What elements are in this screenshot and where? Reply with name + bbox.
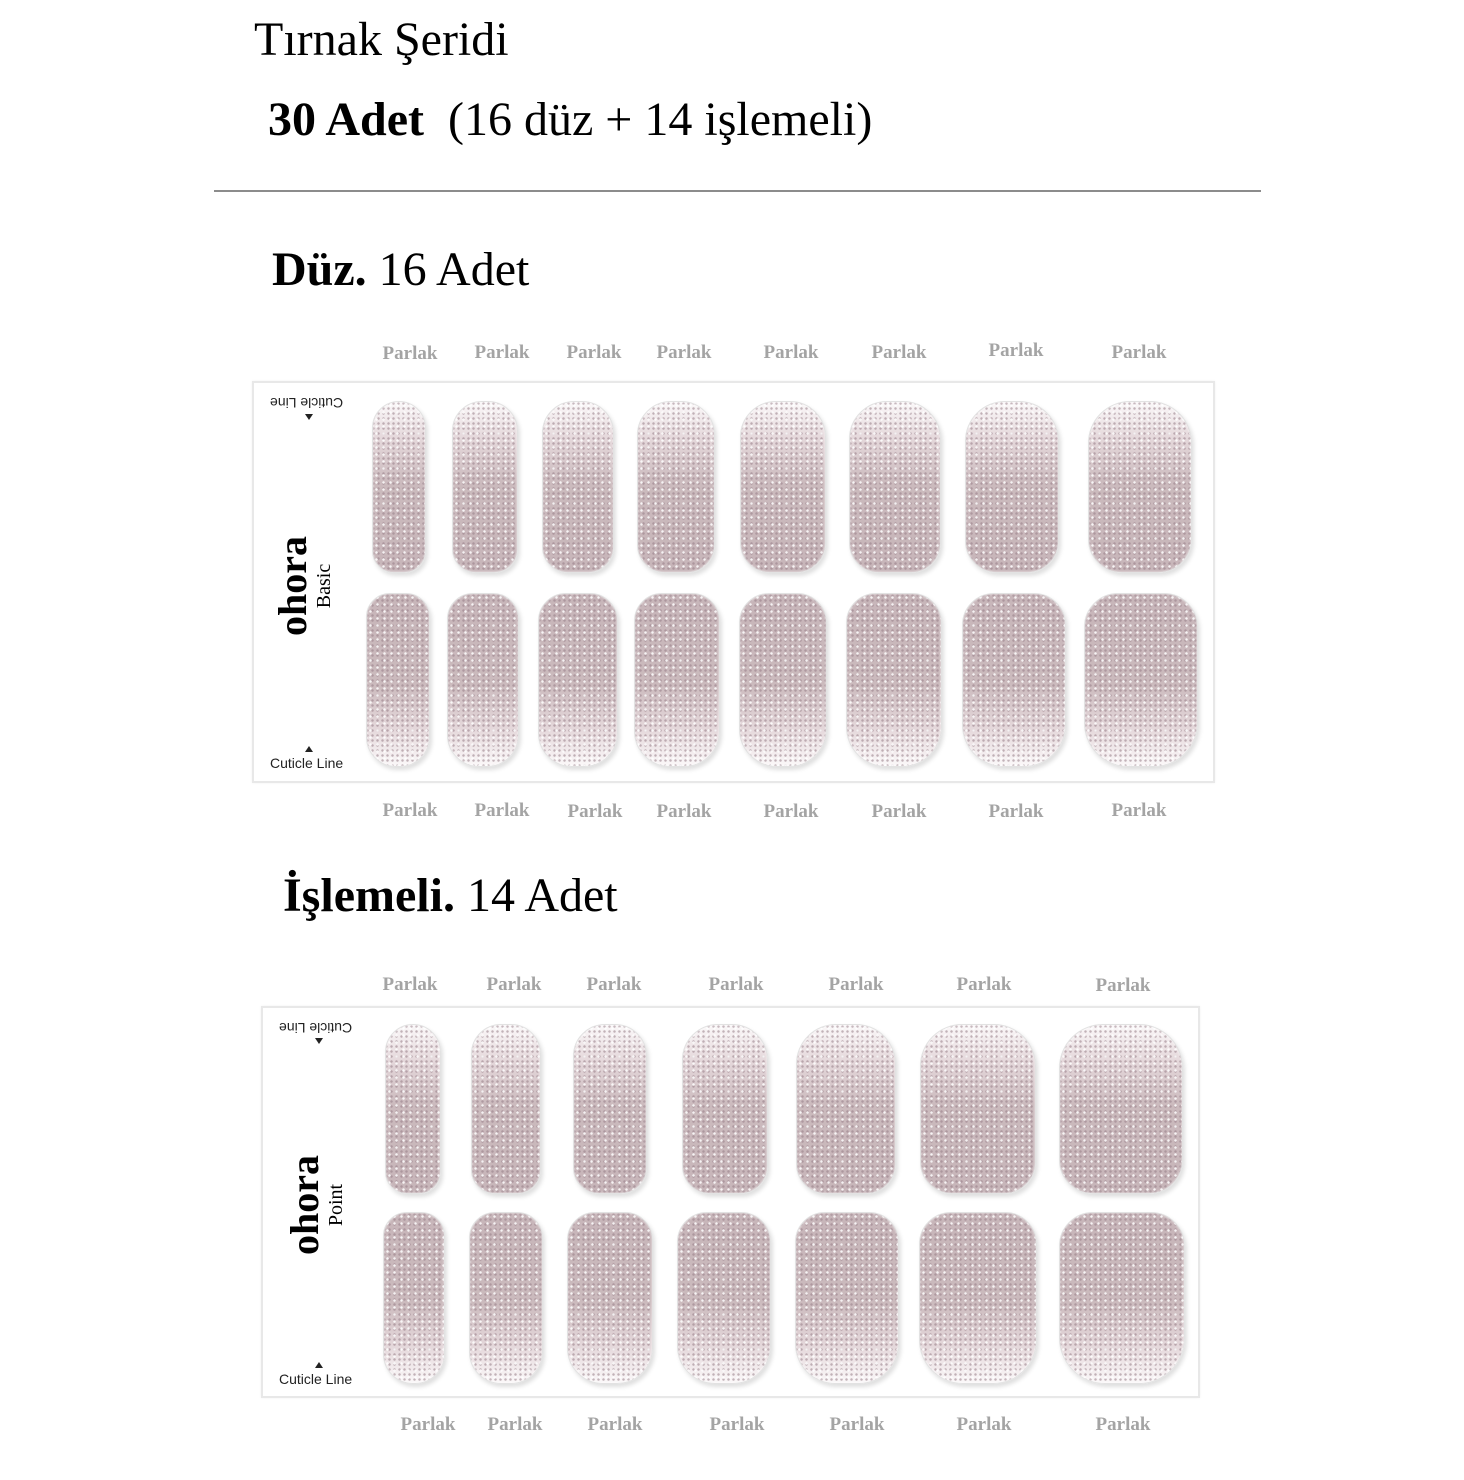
nail-tip [965,401,1059,573]
nail-tip [740,401,826,573]
finish-label: Parlak [400,1414,456,1435]
finish-label: Parlak [763,342,819,363]
finish-label: Parlak [956,1414,1012,1435]
finish-label: Parlak [474,800,530,821]
nail-tip [471,1024,541,1194]
finish-label: Parlak [474,342,530,363]
finish-label: Parlak [763,801,819,822]
finish-label: Parlak [567,801,623,822]
cuticle-line-label: Cuticle Line [270,395,344,411]
nail-tip [962,593,1066,767]
cuticle-line-label: Cuticle Line [270,755,344,771]
nail-tip [677,1212,771,1384]
nail-tip [637,401,715,573]
nail-tip [795,1212,899,1384]
finish-label: Parlak [586,974,642,995]
nail-tip [1088,401,1192,573]
finish-label: Parlak [1095,1414,1151,1435]
finish-label: Parlak [656,342,712,363]
brand-name: ohora [282,1155,327,1255]
cuticle-arrow-icon [305,746,313,752]
design-heading-label: İşlemeli. [283,869,455,922]
finish-label: Parlak [382,800,438,821]
finish-label: Parlak [956,974,1012,995]
finish-label: Parlak [382,974,438,995]
finish-label: Parlak [1095,975,1151,996]
finish-label: Parlak [988,801,1044,822]
product-line: Basic [313,563,335,609]
finish-label: Parlak [828,974,884,995]
finish-label: Parlak [487,1414,543,1435]
finish-label: Parlak [486,974,542,995]
nail-tip [573,1024,647,1194]
page-title: Tırnak Şeridi [254,13,509,66]
nail-tip [796,1024,896,1194]
cuticle-arrow-icon [305,414,313,420]
finish-label: Parlak [656,801,712,822]
nail-tip [1059,1024,1183,1194]
nail-tip [366,593,430,767]
plain-section-heading [272,240,529,300]
nail-tip [1059,1212,1185,1384]
finish-label: Parlak [1111,800,1167,821]
design-heading-count: 14 Adet [466,869,618,922]
nail-tip [920,1024,1036,1194]
nail-tip [372,401,426,573]
nail-tip [1084,593,1198,767]
cuticle-arrow-icon [315,1362,323,1368]
finish-label: Parlak [382,343,438,364]
nail-sheet-basic [252,381,1215,783]
total-count: 30 Adet [268,93,424,146]
nail-tip [849,401,941,573]
finish-label: Parlak [829,1414,885,1435]
nail-tip [385,1024,441,1194]
product-line: Point [325,1183,347,1227]
finish-label: Parlak [587,1414,643,1435]
finish-label: Parlak [871,801,927,822]
design-section-heading [283,866,618,926]
brand-name: ohora [270,536,315,636]
finish-label: Parlak [709,1414,765,1435]
finish-label: Parlak [988,340,1044,361]
brand-logo [270,516,363,656]
plain-heading-count: 16 Adet [378,243,530,296]
nail-tip [682,1024,768,1194]
nail-tip [538,593,618,767]
cuticle-arrow-icon [315,1038,323,1044]
nail-tip [846,593,942,767]
plain-heading-label: Düz. [272,243,367,296]
cuticle-line-label: Cuticle Line [279,1371,353,1387]
finish-label: Parlak [871,342,927,363]
nail-tip [447,593,519,767]
nail-tip [383,1212,445,1384]
brand-logo [282,1135,375,1275]
finish-label: Parlak [566,342,622,363]
finish-label: Parlak [1111,342,1167,363]
nail-tip [542,401,614,573]
nail-tip [452,401,518,573]
nail-tip [469,1212,543,1384]
count-breakdown: (16 düz + 14 işlemeli) [448,93,873,146]
nail-tip [739,593,827,767]
nail-tip [919,1212,1037,1384]
nail-tip [634,593,720,767]
nail-tip [567,1212,653,1384]
finish-label: Parlak [708,974,764,995]
nail-sheet-point [261,1006,1200,1398]
piece-count-summary [268,90,872,150]
divider [214,190,1261,192]
cuticle-line-label: Cuticle Line [279,1020,353,1036]
